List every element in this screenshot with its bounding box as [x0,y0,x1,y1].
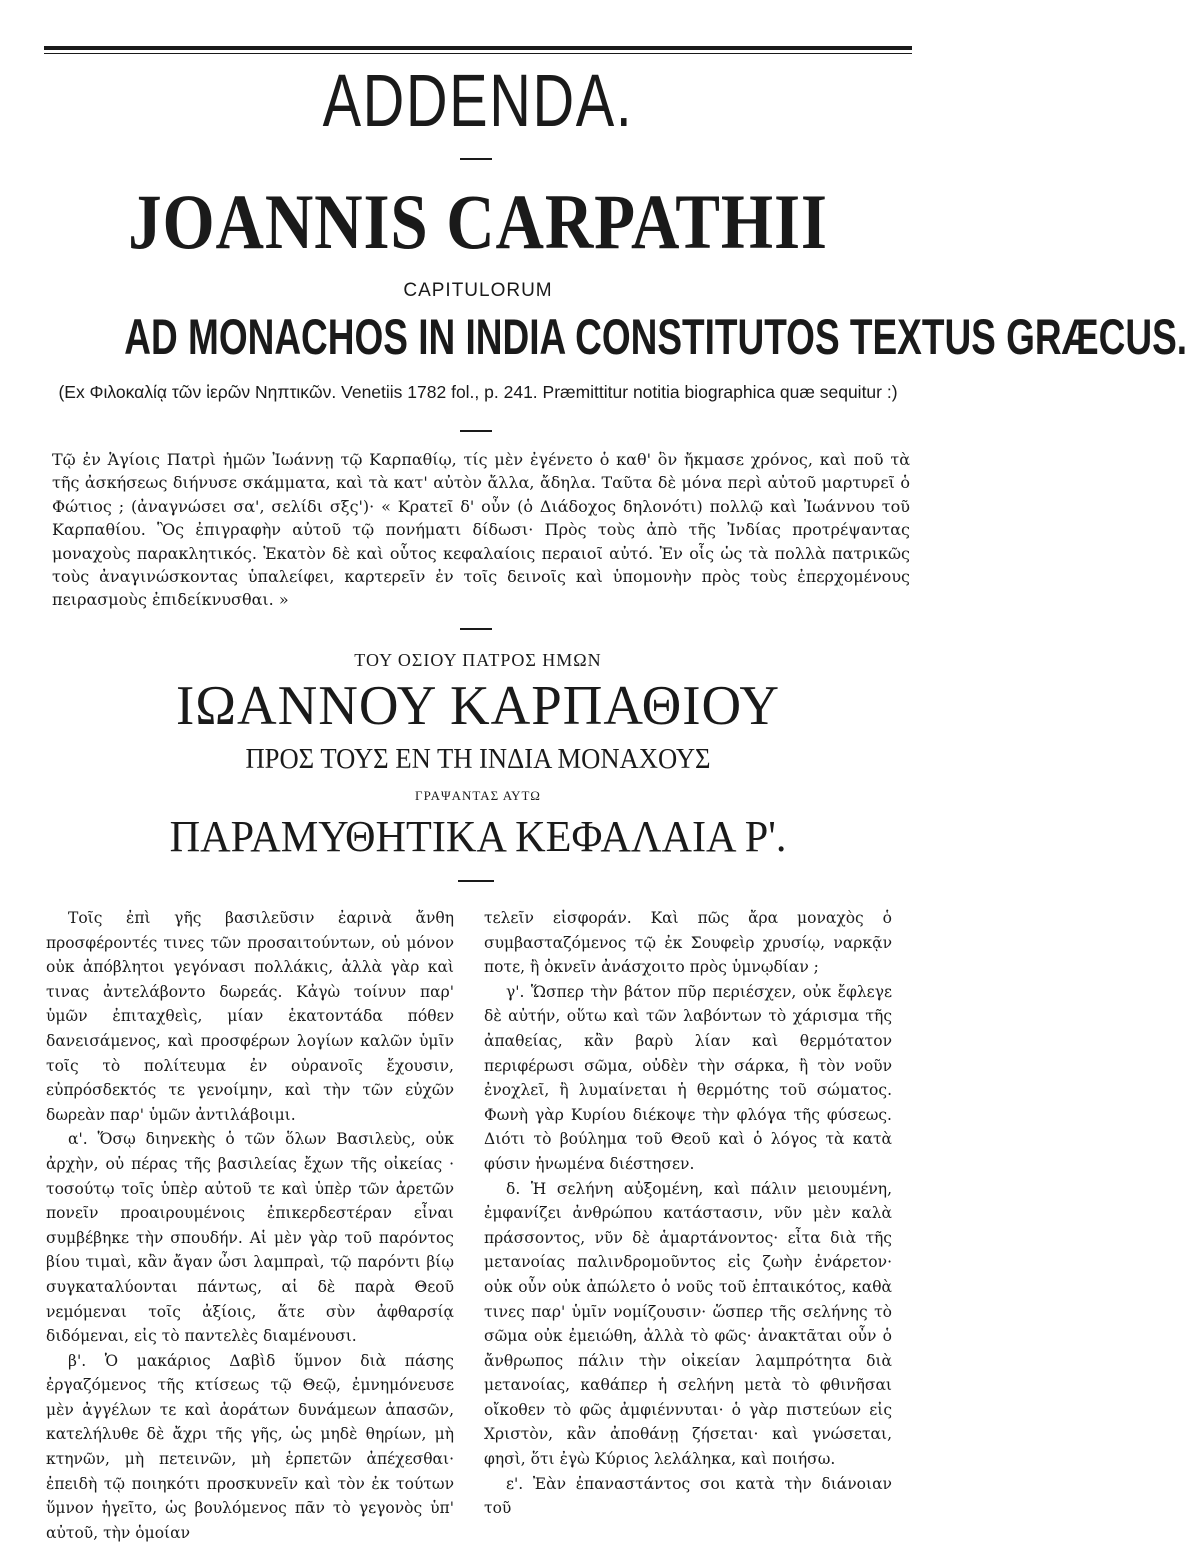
paragraph: δ. Ἡ σελήνη αὐξομένη, καὶ πάλιν μειουμένη, ἐμφανίζει ἀνθρώπου κατάστασιν, νῦν μὲν καλὰ πράσσοντος, νῦν δὲ ἁμαρτάνοντος· εἶτα διὰ τῆς μετανοίας παλινδρομοῦντος εἰς ζωὴν ἐνάρετον· οὐκ οὖν οὐκ ἀπώλετο ὁ νοῦς τοῦ ἐπταικότος, καθὰ τινες παρ' ὑμῖν νομίζουσιν· ὥσπερ τῆς σελήνης τὸ σῶμα οὐκ ἐμειώθη, ἀλλὰ τὸ φῶς· ἀνακτᾶται οὖν ὁ ἄνθρωπος πάλιν τὴν οἰκείαν λαμπρότητα διὰ μετανοίας, καθάπερ ἡ σελήνη μετὰ τὸ φθινῆσαι οἴκοθεν τὸ φῶς ἀμφιέννυται· ὁ γὰρ πιστεύων εἰς Χριστὸν, κἂν ἀποθάνῃ ζήσεται· καὶ γνώσεται, φησὶ, ὅτι ἐγὼ Κύριος λελάληκα, καὶ ποιήσω. [484,1179,892,1469]
paragraph: γ'. Ὥσπερ τὴν βάτον πῦρ περιέσχεν, οὐκ ἔφλεγε δὲ αὐτήν, οὕτω καὶ τῶν λαβόντων τὸ χάρισμα τῆς ἀπαθείας, κἂν βαρὺ λίαν καὶ θερμότατον περιφέρωσι σῶμα, οὐδὲν τὴν σάρκα, ἢ τὸν νοῦν ἐνοχλεῖ, ἢ λυμαίνεται ἡ θερμότης τοῦ σώματος. Φωνὴ γὰρ Κυρίου διέκοψε τὴν φλόγα τῆς φύσεως. Διότι τὸ βούλημα τοῦ Θεοῦ καὶ ὁ λόγος τὰ κατὰ φύσιν ἡνωμένα διέστησεν. [484,982,892,1173]
paragraph: τελεῖν εἰσφοράν. Καὶ πῶς ἄρα μοναχὸς ὁ συμβασταζόμενος τῷ ἐκ Σουφεὶρ χρυσίῳ, ναρκᾷν ποτε, ἢ ὀκνεῖν ἀνάσχοιτο πρὸς ὑμνῳδίαν ; [484,909,892,977]
left-column [46,906,454,1545]
separator-dash [460,158,492,160]
greek-title-line2: ΙΩΑΝΝΟΥ ΚΑΡΠΑΘΙΟΥ [175,675,781,737]
paragraph: ε'. Ἐὰν ἐπαναστάντος σοι κατὰ τὴν διάνοιαν τοῦ [484,1474,892,1518]
paragraph: β'. Ὁ μακάριος Δαβὶδ ὕμνον διὰ πάσης ἐργαζόμενος τῆς κτίσεως τῷ Θεῷ, ἐμνημόνευσε μὲν ἀγγέλων τε καὶ ἀοράτων δυνάμεων ἁπασῶν, κατελήλυθε δὲ ἄχρι τῆς γῆς, ὡς μηδὲ θηρίων, μὴ κτηνῶν, μὴ πετεινῶν, μὴ ἑρπετῶν ἀπέχεσθαι· ἐπειδὴ τῷ ποιηκότι προσκυνεῖν καὶ τὸν ἐκ τούτων ὕμνον ἡγεῖτο, ὡς βουλόμενος πᾶν τὸ γεγονὸς ὑπ' αὐτοῦ, τὴν ὁμοίαν [46,1351,454,1542]
greek-title-line3: ΠΡΟΣ ΤΟΥΣ ΕΝ ΤΗ ΙΝΔΙΑ ΜΟΝΑΧΟΥΣ [245,744,711,775]
right-column [484,906,892,1521]
subtitle: AD MONACHOS IN INDIA CONSTITUTOS TEXTUS GRÆCUS. [124,309,1187,365]
addenda-heading: ADDENDA. [322,59,634,142]
greek-title-line4: ΓΡΑΨΑΝΤΑΣ ΑΥΤΩ [415,788,541,803]
greek-title-line5: ΠΑΡΑΜΥΘΗΤΙΚΑ ΚΕΦΑΛΑΙΑ Ρ'. [169,812,787,861]
source-note: (Ex Φιλοκαλίᾳ τῶν ἱερῶν Νηπτικῶν. Venetiis 1782 fol., p. 241. Præmittitur notitia biographica quæ sequitur :) [58,382,898,402]
separator-dash [460,628,492,630]
main-title: JOANNIS CARPATHII [128,178,828,265]
paragraph: α'. Ὅσῳ διηνεκὴς ὁ τῶν ὅλων Βασιλεὺς, οὐκ ἀρχὴν, οὐ πέρας τῆς βασιλείας ἔχων τῆς οἰκείας · τοσούτῳ τοῖς ὑπὲρ αὐτοῦ τε καὶ ὑπὲρ τῶν ἀρετῶν πονεῖν προαιρουμένοις ἐπικερδεστέραν εἶναι συμβέβηκε τὴν σπουδήν. Αἱ μὲν γὰρ τοῦ παρόντος βίου τιμαὶ, κἂν ἄγαν ὦσι λαμπραὶ, τῷ παρόντι βίῳ συγκαταλύονται πάντως, αἱ δὲ παρὰ Θεοῦ νεμόμεναι τοῖς ἀξίοις, ἅτε σὺν ἀφθαρσίᾳ διδόμεναι, εἰς τὸ παντελὲς διαμένουσι. [46,1130,454,1346]
capitulorum-label: CAPITULORUM [403,280,553,301]
top-rule-thin [44,53,912,54]
top-rule [44,46,912,50]
biographical-intro: Τῷ ἐν Ἁγίοις Πατρὶ ἡμῶν Ἰωάννῃ τῷ Καρπαθίῳ, τίς μὲν ἐγένετο ὁ καθ' ὃν ἤκμασε χρόνος, καὶ ποῦ τὰ τῆς ἀσκήσεως διήνυσε σκάμματα, καὶ τὰ κατ' αὐτὸν ἄλλα, ἄδηλα. Ταῦτα δὲ μόνα περὶ αὐτοῦ μαρτυρεῖ ὁ Φώτιος ; (ἀναγνώσει σα', σελίδι σξς')· « Κρατεῖ δ' οὖν (ὁ Διάδοχος δηλονότι) πολλῷ καὶ Ἰωάννου τοῦ Καρπαθίου. Ὃς ἐπιγραφὴν αὐτοῦ τῷ πονήματι δίδωσι· Πρὸς τοὺς ἀπὸ τῆς Ἰνδίας προτρέψαντας μοναχοὺς παρακλητικός. Ἑκατὸν δὲ καὶ οὗτος κεφαλαίοις περαιοῖ αὐτό. Ἐν οἷς ὡς τὰ πολλὰ πατρικῶς τοὺς ἀναγινώσκοντας ὑπαλείφει, καρτερεῖν ἐν τοῖς δεινοῖς καὶ ὑπομονὴν πρὸς τοὺς ἐπερχομένους πειρασμοὺς ἐπιδείκνυσθαι. » [52,450,910,610]
greek-title-line1: ΤΟΥ ΟΣΙΟΥ ΠΑΤΡΟΣ ΗΜΩΝ [354,650,602,670]
separator-dash [460,430,492,432]
paragraph: Τοῖς ἐπὶ γῆς βασιλεῦσιν ἐαρινὰ ἄνθη προσφέροντές τινες τῶν προσαιτούντων, οὐ μόνον οὐκ ἀπόβλητοι γεγόνασι πολλάκις, ἀλλὰ γὰρ καὶ τινας ἀντελάβοντο δωρεάς. Κἀγὼ τοίνυν παρ' ὑμῶν ἐπιταχθεὶς, μίαν ἑκατοντάδα πόθεν δανεισάμενος, καὶ προσφέρων λογίων καλῶν ὑμῖν τοῖς τὸ πολίτευμα ἐν οὐρανοῖς ἔχουσιν, εὐπρόσδεκτός τε γενοίμην, καὶ τὴν τῶν εὐχῶν δωρεὰν παρ' ὑμῶν ἀντιλάβοιμι. [46,909,454,1124]
separator-dash [458,880,494,882]
